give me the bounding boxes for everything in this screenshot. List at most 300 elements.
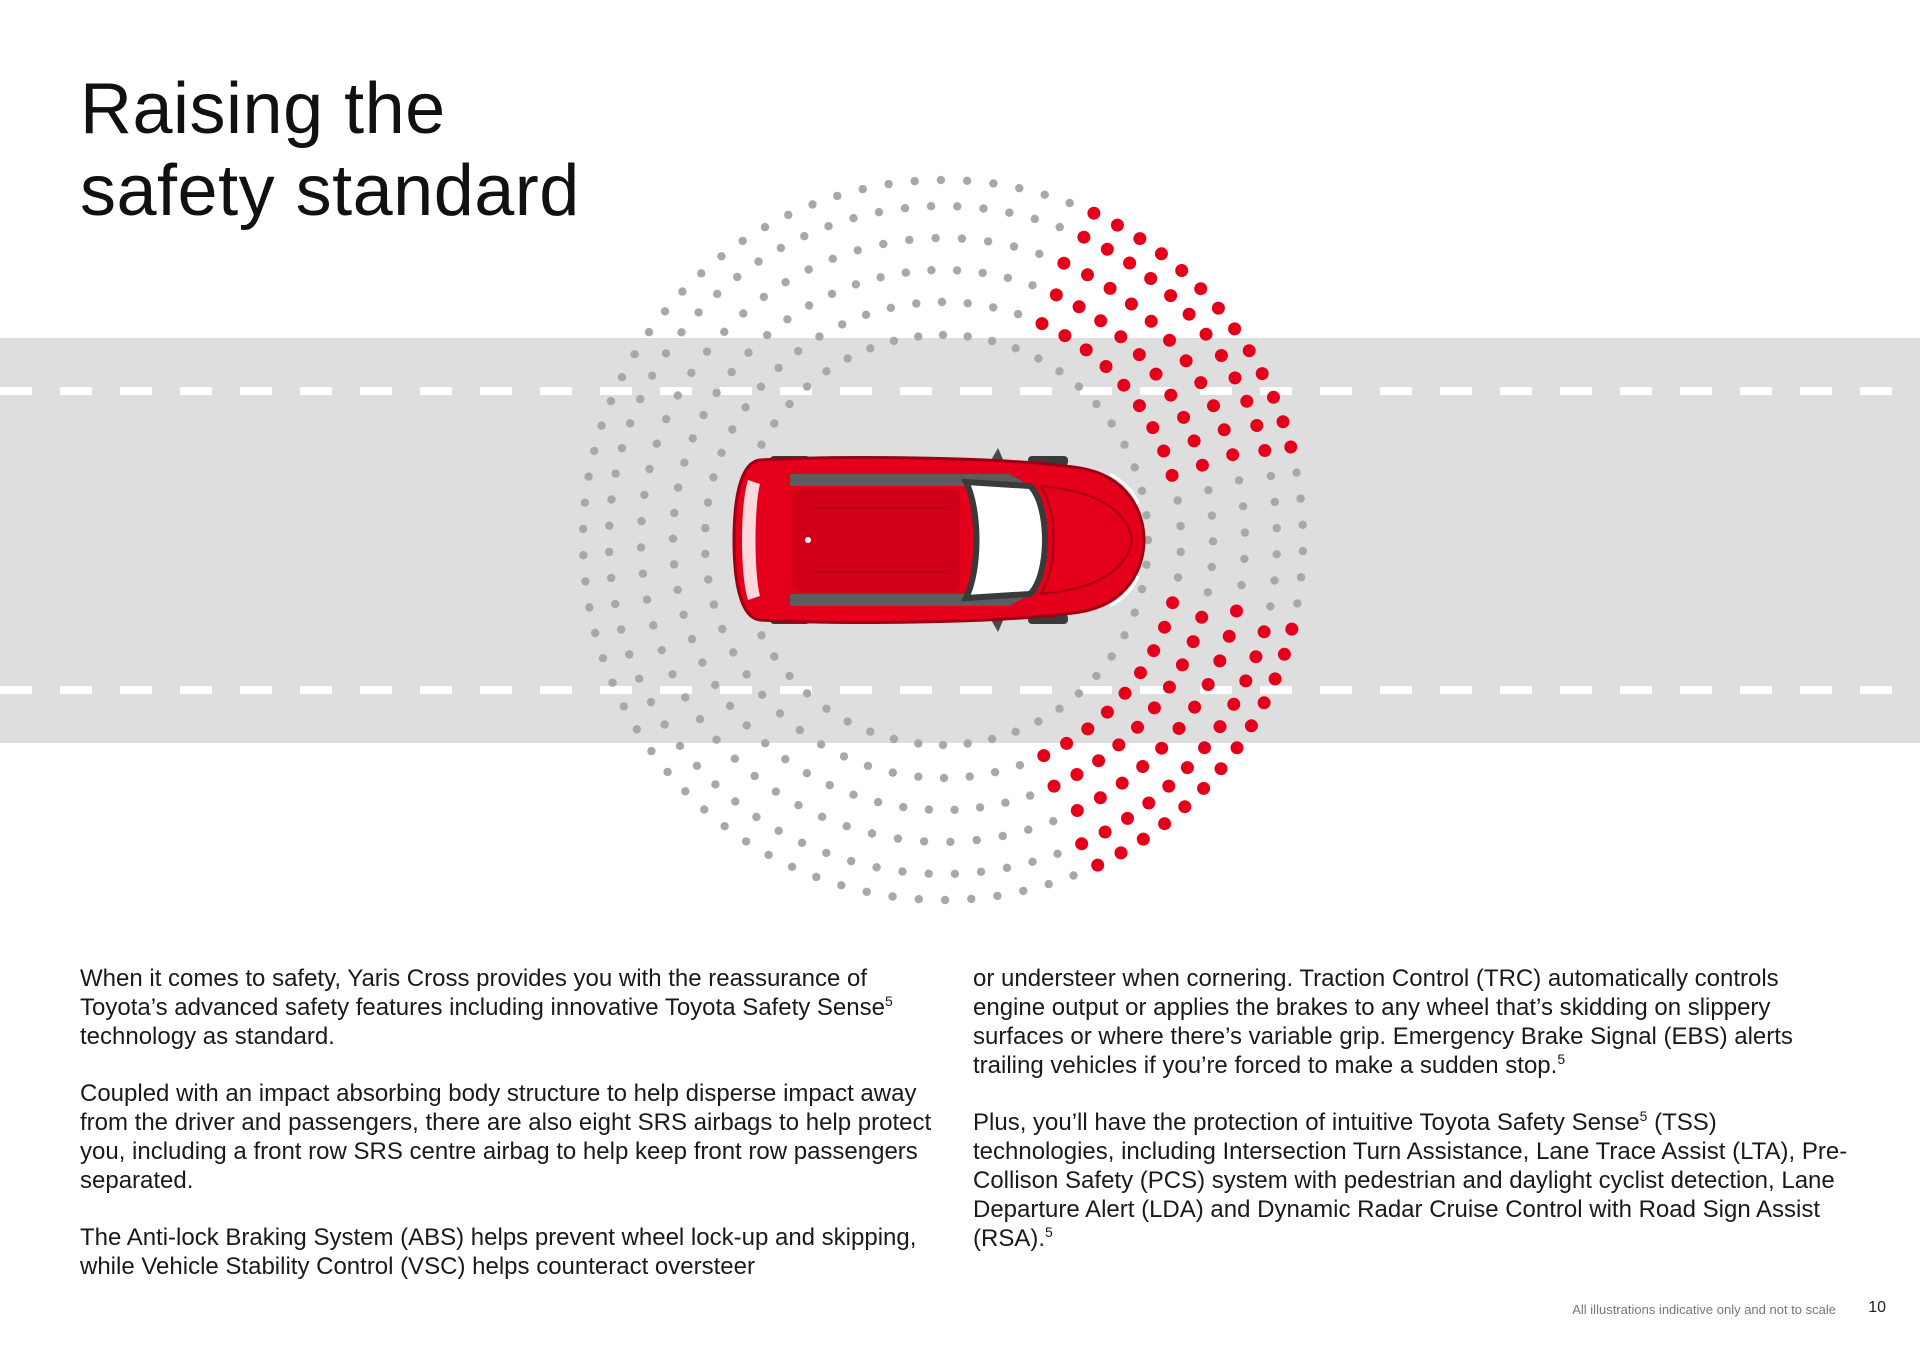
sensor-dot [618, 444, 626, 452]
sensor-dot [1131, 463, 1139, 471]
sensor-dot [824, 222, 832, 230]
sensor-dot-active [1197, 782, 1210, 795]
sensor-dot-active [1116, 777, 1129, 790]
sensor-dot-active [1164, 289, 1177, 302]
sensor-dot-active [1226, 448, 1239, 461]
sensor-dot [964, 299, 972, 307]
sensor-dot-active [1050, 288, 1063, 301]
sensor-dot [701, 550, 709, 558]
sensor-dot-active [1278, 648, 1291, 661]
sensor-dot [1138, 487, 1146, 495]
sensor-dot [940, 774, 948, 782]
sensor-dot [852, 280, 860, 288]
sensor-dot-active [1155, 742, 1168, 755]
sensor-dot [854, 246, 862, 254]
sensor-dot [679, 611, 687, 619]
sensor-dot [938, 298, 946, 306]
sensor-dot [739, 309, 747, 317]
sensor-dot [781, 755, 789, 763]
sensor-dot [1028, 281, 1036, 289]
sensor-dot-active [1249, 650, 1262, 663]
sensor-dot-active [1195, 611, 1208, 624]
sensor-dot [989, 303, 997, 311]
sensor-dot-active [1215, 762, 1228, 775]
sensor-dot [1266, 602, 1274, 610]
sensor-dot-active [1163, 334, 1176, 347]
sensor-dot [1049, 817, 1057, 825]
sensor-dot [687, 369, 695, 377]
sensor-dot [915, 895, 923, 903]
sensor-dot [645, 465, 653, 473]
sensor-dot-active [1119, 687, 1132, 700]
sensor-dot-active [1036, 317, 1049, 330]
sensor-dot-active [1250, 419, 1263, 432]
sensor-dot [1174, 573, 1182, 581]
sensor-dot [625, 650, 633, 658]
sensor-dot [637, 517, 645, 525]
sensor-dot [677, 328, 685, 336]
sensor-dot-active [1194, 376, 1207, 389]
sensor-dot [640, 491, 648, 499]
sensor-dot [647, 698, 655, 706]
sensor-dot [812, 873, 820, 881]
sensor-dot [579, 525, 587, 533]
sensor-dot [1075, 689, 1083, 697]
sensor-dot [1092, 400, 1100, 408]
sensor-dot-active [1037, 749, 1050, 762]
sensor-dot [979, 269, 987, 277]
sensor-dot [590, 447, 598, 455]
page-title-line-2: safety standard [80, 151, 580, 231]
sensor-dot [1055, 705, 1063, 713]
sensor-dot [950, 806, 958, 814]
sensor-dot-active [1057, 257, 1070, 270]
paragraph: The Anti-lock Braking System (ABS) helps prevent wheel lock-up and skipping, while Vehicle Stability Control (VSC) helps counteract oversteer [80, 1224, 917, 1280]
sensor-dot [1034, 354, 1042, 362]
sensor-dot-active [1058, 329, 1071, 342]
sensor-dot-active [1166, 469, 1179, 482]
sensor-dot [781, 278, 789, 286]
sensor-dot [701, 524, 709, 532]
sensor-dot [674, 483, 682, 491]
sensor-dot-active [1173, 722, 1186, 735]
sensor-dot [630, 350, 638, 358]
sensor-dot [635, 675, 643, 683]
sensor-dot [605, 548, 613, 556]
sensor-dot [699, 411, 707, 419]
sensor-dot [711, 681, 719, 689]
sensor-dot-active [1137, 833, 1150, 846]
sensor-dot-active [1164, 389, 1177, 402]
sensor-dot [694, 308, 702, 316]
sensor-dot [774, 364, 782, 372]
sensor-dot-active [1227, 698, 1240, 711]
sensor-dot-active [1166, 596, 1179, 609]
sensor-dot [617, 625, 625, 633]
sensor-dot [976, 803, 984, 811]
sensor-dot [988, 735, 996, 743]
sensor-dot [754, 257, 762, 265]
car-top-view-icon [734, 448, 1144, 632]
sensor-dot [693, 762, 701, 770]
sensor-dot [815, 332, 823, 340]
sensor-dot [1177, 548, 1185, 556]
sensor-dot-active [1177, 411, 1190, 424]
sensor-dot [889, 768, 897, 776]
sensor-dot [1034, 717, 1042, 725]
sensor-dot [946, 838, 954, 846]
sensor-dot [939, 741, 947, 749]
sensor-dot [784, 211, 792, 219]
sensor-dot-active [1081, 722, 1094, 735]
sensor-dot [1120, 631, 1128, 639]
sensor-dot [989, 179, 997, 187]
sensor-dot [958, 234, 966, 242]
paragraph: Plus, you’ll have the protection of intuitive Toyota Safety Sense$^5$ (TSS) technologies, including Intersection Turn Assistance, Lane Trace Assist (LTA), Pre-Collison Safety (PCS) system with pedestrian and daylight cyclist detection, Lane Departure Alert (LDA) and Dynamic Radar Cruise Control with Road Sign Assist (RSA).$^5$ [973, 1108, 1848, 1252]
sensor-dot-active [1258, 625, 1271, 638]
sensor-dot-active [1155, 247, 1168, 260]
sensor-dot [887, 304, 895, 312]
sensor-dot [920, 837, 928, 845]
sensor-dot-active [1267, 391, 1280, 404]
sensor-dot [636, 395, 644, 403]
sensor-dot [927, 202, 935, 210]
page-title-line-1: Raising the [80, 69, 446, 149]
sensor-dot [927, 266, 935, 274]
sensor-dot-active [1202, 678, 1215, 691]
sensor-dot [838, 320, 846, 328]
sensor-dot-active [1277, 415, 1290, 428]
sensor-dot [1204, 486, 1212, 494]
sensor-dot [1273, 550, 1281, 558]
sensor-dot [581, 577, 589, 585]
sensor-dot [743, 721, 751, 729]
sensor-dot-active [1147, 644, 1160, 657]
sensor-dot-active [1200, 328, 1213, 341]
sensor-dot [1016, 761, 1024, 769]
sensor-dot-active [1133, 399, 1146, 412]
sensor-dot [1092, 672, 1100, 680]
sensor-dot [1019, 887, 1027, 895]
sensor-dot [874, 798, 882, 806]
sensor-dot [1299, 521, 1307, 529]
sensor-dot [757, 441, 765, 449]
sensor-dot [661, 307, 669, 315]
sensor-dot [796, 726, 804, 734]
sensor-dot [875, 208, 883, 216]
sensor-dot [843, 822, 851, 830]
sensor-dot-active [1101, 706, 1114, 719]
sensor-dot [1296, 494, 1304, 502]
sensor-dot-active [1240, 395, 1253, 408]
sensor-dot [833, 192, 841, 200]
sensor-dot [591, 629, 599, 637]
sensor-dot-active [1215, 349, 1228, 362]
sensor-dot [585, 603, 593, 611]
sensor-dot [776, 709, 784, 717]
sensor-dot [876, 273, 884, 281]
sensor-dot-active [1070, 768, 1083, 781]
sensor-dot-active [1269, 672, 1282, 685]
sensor-dot [866, 728, 874, 736]
sensor-dot [951, 870, 959, 878]
sensor-dot [828, 290, 836, 298]
sensor-dot [674, 391, 682, 399]
sensor-dot [868, 829, 876, 837]
sensor-dot [953, 202, 961, 210]
sensor-dot [988, 337, 996, 345]
sensor-dot [890, 735, 898, 743]
sensor-dot [914, 332, 922, 340]
sensor-dot-active [1163, 681, 1176, 694]
sensor-dot [1108, 419, 1116, 427]
sensor-dot [645, 328, 653, 336]
sensor-dot [1001, 799, 1009, 807]
sensor-dot-active [1157, 445, 1170, 458]
sensor-dot [1075, 382, 1083, 390]
sensor-dot-active [1162, 780, 1175, 793]
sensor-dot [750, 772, 758, 780]
sensor-dot [1142, 561, 1150, 569]
sensor-dot [717, 252, 725, 260]
sensor-dot [817, 740, 825, 748]
sensor-dot [931, 234, 939, 242]
sensor-dot-active [1134, 666, 1147, 679]
sensor-dot [772, 787, 780, 795]
sensor-dot [1241, 528, 1249, 536]
sensor-dot-active [1187, 635, 1200, 648]
sensor-dot-active [1175, 264, 1188, 277]
sensor-dot [761, 223, 769, 231]
sensor-dot-active [1146, 421, 1159, 434]
sensor-dot [1056, 223, 1064, 231]
sensor-dot [798, 839, 806, 847]
sensor-dot [925, 870, 933, 878]
sensor-dot [884, 180, 892, 188]
sensor-dot-active [1148, 701, 1161, 714]
sensor-dot [639, 570, 647, 578]
sensor-dot [1028, 858, 1036, 866]
sensor-dot [808, 200, 816, 208]
sensor-dot-active [1258, 696, 1271, 709]
sensor-dot-active [1256, 367, 1269, 380]
sensor-dot [1131, 609, 1139, 617]
paragraph: When it comes to safety, Yaris Cross provides you with the reassurance of Toyota’s advanced safety features including innovative Toyota Safety Sense$^5$ technology as standard. [80, 965, 893, 1050]
sensor-dot-active [1115, 846, 1128, 859]
sensor-dot [890, 337, 898, 345]
sensor-dot [733, 273, 741, 281]
sensor-dot-active [1229, 371, 1242, 384]
sensor-dot [597, 422, 605, 430]
sensor-dot [728, 425, 736, 433]
sensor-dot [966, 772, 974, 780]
sensor-dot-active [1112, 738, 1125, 751]
sensor-dot [977, 868, 985, 876]
sensor-dot [1015, 184, 1023, 192]
sensor-dot [849, 214, 857, 222]
sensor-dot [1066, 199, 1074, 207]
sensor-dot [704, 575, 712, 583]
sensor-dot [912, 299, 920, 307]
sensor-dot [888, 892, 896, 900]
sensor-dot [764, 851, 772, 859]
sensor-dot [999, 832, 1007, 840]
sensor-dot-active [1077, 231, 1090, 244]
sensor-dot [605, 522, 613, 530]
body-text-right [973, 964, 1853, 1281]
sensor-dot [1120, 441, 1128, 449]
sensor-dot [626, 419, 634, 427]
sensor-dot [844, 717, 852, 725]
sensor-dot-active [1133, 232, 1146, 245]
sensor-dot [822, 849, 830, 857]
sensor-dot [818, 813, 826, 821]
sensor-dot-active [1230, 605, 1243, 618]
sensor-dot [963, 177, 971, 185]
sensor-dot [670, 560, 678, 568]
sensor-dot [703, 347, 711, 355]
sensor-dot [1108, 652, 1116, 660]
sensor-dot-active [1231, 741, 1244, 754]
sensor-dot [1055, 367, 1063, 375]
sensor-dot [1024, 826, 1032, 834]
sensor-dot [681, 693, 689, 701]
sensor-dot [611, 600, 619, 608]
sensor-dot-active [1150, 368, 1163, 381]
sensor-dot [864, 762, 872, 770]
sensor-dot [758, 691, 766, 699]
sensor-dot-active [1123, 257, 1136, 270]
sensor-dot [964, 739, 972, 747]
sensor-dot [964, 332, 972, 340]
sensor-dot [704, 498, 712, 506]
sensor-dot [729, 648, 737, 656]
sensor-dot-active [1194, 282, 1207, 295]
sensor-dot-active [1181, 761, 1194, 774]
sensor-dot [788, 863, 796, 871]
sensor-dot [1267, 472, 1275, 480]
sensor-dot-active [1258, 444, 1271, 457]
sensor-dot-active [1212, 302, 1225, 315]
sensor-dot-active [1158, 621, 1171, 634]
sensor-dot [879, 240, 887, 248]
sensor-dot [739, 237, 747, 245]
sensor-dot-active [1144, 272, 1157, 285]
sensor-dot [649, 621, 657, 629]
sensor-dot [742, 670, 750, 678]
sensor-dot [1293, 599, 1301, 607]
sensor-dot [1031, 215, 1039, 223]
sensor-dot [676, 742, 684, 750]
sensor-dot [805, 265, 813, 273]
sensor-dot [633, 725, 641, 733]
sensor-dot [669, 535, 677, 543]
sensor-dot [783, 315, 791, 323]
sensor-dot [718, 625, 726, 633]
body-text-left [80, 964, 940, 1309]
sensor-dot [618, 373, 626, 381]
sensor-dot [1004, 274, 1012, 282]
illustration-disclaimer: All illustrations indicative only and not to scale [1572, 1302, 1836, 1317]
sensor-dot [584, 472, 592, 480]
sensor-dot [1240, 555, 1248, 563]
sensor-dot-active [1284, 441, 1297, 454]
sensor-dot [700, 805, 708, 813]
sensor-dot [1026, 791, 1034, 799]
sensor-dot [742, 837, 750, 845]
sensor-dot [1003, 864, 1011, 872]
sensor-dot [973, 836, 981, 844]
sensor-dot [1012, 344, 1020, 352]
sensor-dot-active [1188, 701, 1201, 714]
sensor-dot [911, 177, 919, 185]
sensor-dot [731, 755, 739, 763]
sensor-dot [993, 892, 1001, 900]
sensor-dot [1005, 209, 1013, 217]
sensor-dot [731, 797, 739, 805]
sensor-dot [581, 499, 589, 507]
sensor-dot [1176, 522, 1184, 530]
sensor-dot [717, 449, 725, 457]
sensor-dot [662, 349, 670, 357]
sensor-dot-active [1196, 459, 1209, 472]
sensor-dot [803, 382, 811, 390]
sensor-dot [680, 459, 688, 467]
sensor-dot-active [1228, 322, 1241, 335]
sensor-dot [689, 434, 697, 442]
sensor-dot [612, 469, 620, 477]
sensor-dot [794, 801, 802, 809]
sensor-dot [1053, 850, 1061, 858]
sensor-dot-active [1178, 800, 1191, 813]
sensor-dot [726, 702, 734, 710]
sensor-dot-active [1075, 837, 1088, 850]
sensor-dot [1138, 585, 1146, 593]
paragraph: Coupled with an impact absorbing body structure to help disperse impact away from the driver and passengers, there are also eight SRS airbags to help protect you, including a front row SRS centre airbag to help keep front row passengers separated. [80, 1080, 932, 1194]
sensor-dot [698, 658, 706, 666]
sensor-dot [905, 236, 913, 244]
sensor-dot [937, 176, 945, 184]
sensor-dot [840, 752, 848, 760]
sensor-dot [800, 232, 808, 240]
sensor-dot-active [1243, 344, 1256, 357]
sensor-dot [670, 509, 678, 517]
sensor-dot-active [1239, 674, 1252, 687]
sensor-dot [620, 702, 628, 710]
sensor-dot [720, 328, 728, 336]
sensor-dot [1035, 250, 1043, 258]
sensor-dot [608, 679, 616, 687]
sensor-dot [662, 415, 670, 423]
sensor-dot [760, 293, 768, 301]
sensor-dot [785, 672, 793, 680]
sensor-dot [648, 372, 656, 380]
sensor-dot-active [1121, 812, 1134, 825]
sensor-dot-active [1218, 423, 1231, 436]
sensor-dot [872, 863, 880, 871]
sensor-dot [681, 787, 689, 795]
sensor-dot [863, 888, 871, 896]
sensor-dot [712, 389, 720, 397]
sensor-dot-active [1087, 207, 1100, 220]
sensor-dot [757, 631, 765, 639]
sensor-dot [902, 268, 910, 276]
sensor-dot-active [1158, 817, 1171, 830]
sensor-dot [1204, 588, 1212, 596]
sensor-dot [741, 403, 749, 411]
sensor-dot [688, 635, 696, 643]
sensor-dot [678, 287, 686, 295]
